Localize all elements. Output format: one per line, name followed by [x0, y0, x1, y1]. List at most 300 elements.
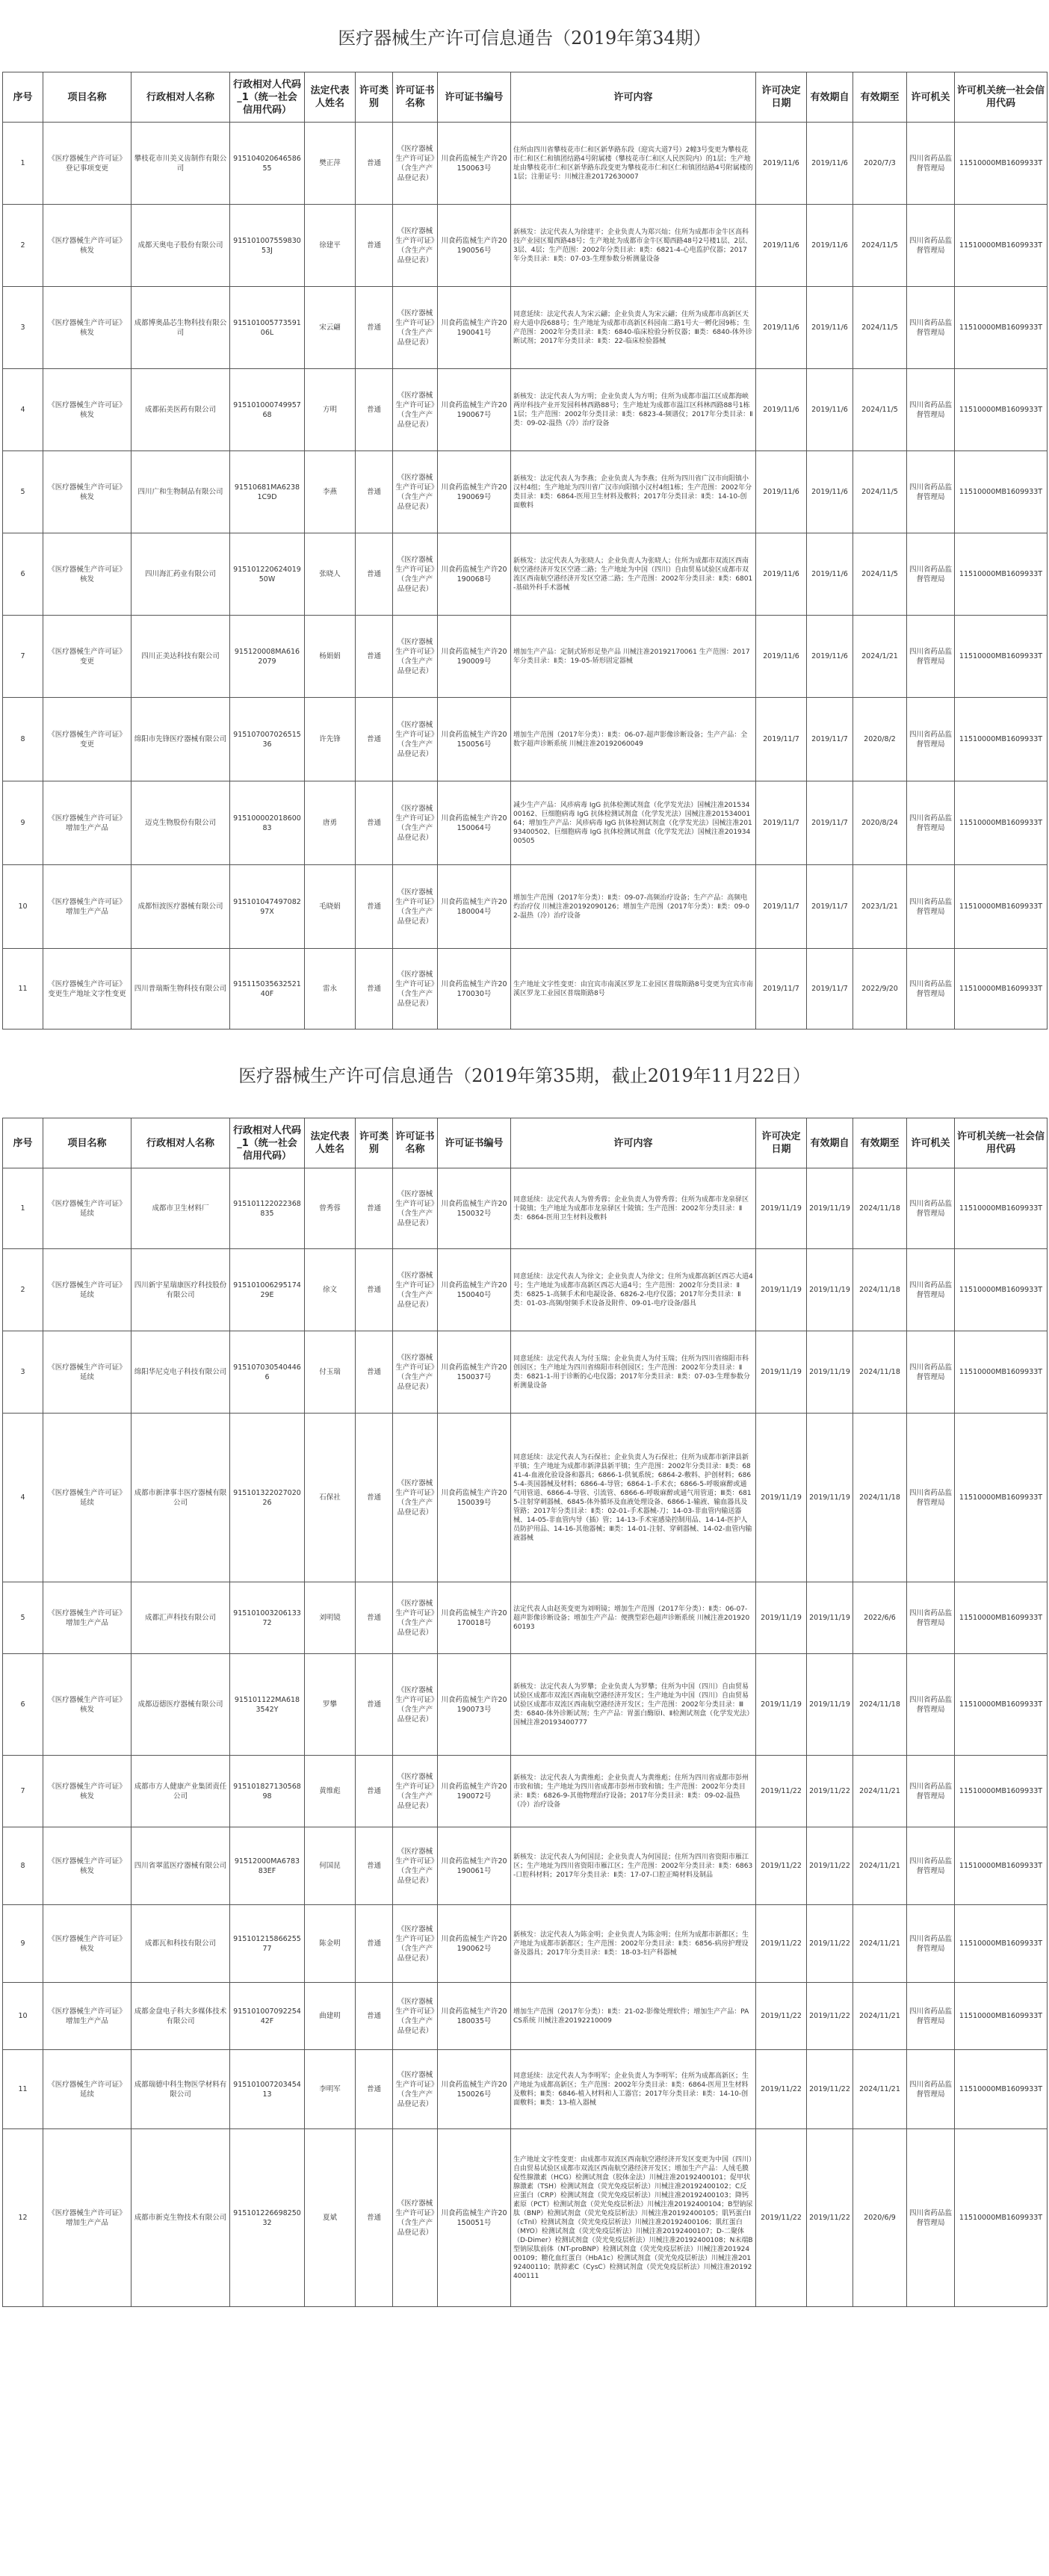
row-number: 6	[3, 533, 43, 616]
license-content: 新核发：法定代表人为李燕；企业负责人为李燕；住所为四川省广汉市向阳镇小汉村4组；生产地址为四川省广汉市向阳镇小汉村4组1栋；生产范围：2002年分类目录：Ⅱ类：6864-医用卫生材料及敷料；2017年分类目录：Ⅱ类：14-10-创面敷料	[511, 451, 756, 533]
decision-date: 2019/11/6	[756, 533, 807, 616]
license-content: 同意延续：法定代表人为李明军；企业负责人为李明军；住所为成都高新区；生产地址为成都高新区；生产范围：2002年分类目录：Ⅱ类：6864-医用卫生材料及敷料；Ⅲ类：6846-植入材料和人工器官；2017年分类目录：Ⅱ类：14-10-创面敷料；Ⅲ类：13-植入器械	[511, 2050, 756, 2129]
project-name: 《医疗器械生产许可证》核发	[43, 451, 131, 533]
license-content: 同意延续：法定代表人为徐文；企业负责人为徐文；住所为成都高新区西芯大道4号；生产地址为成都市高新区西芯大道4号；生产范围：2002年分类目录：Ⅱ类：6825-1-高频手术和电凝设备、6826-2-电疗仪器；2017年分类目录：Ⅱ类：01-03-高频/射频手术设备及附件、09-01-电疗设备/器具	[511, 1249, 756, 1331]
company-name: 绵阳市先锋医疗器械有限公司	[131, 698, 230, 781]
notice-title-34: 医疗器械生产许可信息通告（2019年第34期）	[338, 27, 711, 49]
credit-code: 9151070305404466	[230, 1331, 305, 1414]
authority-code: 11510000MB1609933T	[955, 1168, 1048, 1249]
header-cert-name: 许可证书名称	[393, 1118, 438, 1168]
cert-number: 川食药监械生产许20190068号	[438, 533, 511, 616]
authority: 四川省药品监督管理局	[907, 1249, 955, 1331]
cert-name: 《医疗器械生产许可证》（含生产产品登记表）	[393, 1168, 438, 1249]
table-row	[3, 616, 1048, 698]
authority-code: 11510000MB1609933T	[955, 949, 1048, 1030]
authority-code: 11510000MB1609933T	[955, 1654, 1048, 1756]
valid-to: 2024/11/21	[853, 1756, 907, 1827]
valid-to: 2024/11/18	[853, 1654, 907, 1756]
cert-name: 《医疗器械生产许可证》（含生产产品登记表）	[393, 616, 438, 698]
project-name: 《医疗器械生产许可证》增加生产产品	[43, 2129, 131, 2307]
valid-from: 2019/11/7	[807, 781, 853, 865]
project-name: 《医疗器械生产许可证》核发	[43, 1905, 131, 1983]
authority: 四川省药品监督管理局	[907, 369, 955, 451]
header-project-name: 项目名称	[43, 1118, 131, 1168]
header-cert-number: 许可证书编号	[438, 72, 511, 123]
cert-number: 川食药监械生产许20180035号	[438, 1983, 511, 2050]
valid-to: 2024/11/5	[853, 369, 907, 451]
license-content: 同意延续：法定代表人为宋云翩；企业负责人为宋云翩；住所为成都市高新区天府大道中段688号；生产地址为成都市高新区科园南二路1号大一孵化园9栋；生产范围：2002年分类目录：Ⅱ类：6840-临床检验分析仪器；Ⅲ类：6840-体外诊断试剂；2017年分类目录：Ⅱ类：22-临床检验器械	[511, 287, 756, 369]
license-content: 增加生产产品：定制式矫形足垫产品 川械注准20192170061 生产范围：2017年分类目录：Ⅱ类：19-05-矫形固定器械	[511, 616, 756, 698]
company-name: 四川普瑞斯生物科技有限公司	[131, 949, 230, 1030]
authority: 四川省药品监督管理局	[907, 533, 955, 616]
decision-date: 2019/11/19	[756, 1249, 807, 1331]
license-category: 普通	[356, 369, 393, 451]
authority-code: 11510000MB1609933T	[955, 1414, 1048, 1582]
cert-number: 川食药监械生产许20180004号	[438, 865, 511, 949]
credit-code: 91510000201860083	[230, 781, 305, 865]
company-name: 四川省翠蓝医疗器械有限公司	[131, 1827, 230, 1905]
row-number: 12	[3, 2129, 43, 2307]
legal-rep: 曾秀蓉	[305, 1168, 356, 1249]
authority: 四川省药品监督管理局	[907, 1168, 955, 1249]
valid-to: 2024/1/21	[853, 616, 907, 698]
cert-name: 《医疗器械生产许可证》（含生产产品登记表）	[393, 781, 438, 865]
cert-name: 《医疗器械生产许可证》（含生产产品登记表）	[393, 369, 438, 451]
project-name: 《医疗器械生产许可证》登记事项变更	[43, 123, 131, 205]
header-valid-from: 有效期自	[807, 72, 853, 123]
decision-date: 2019/11/6	[756, 616, 807, 698]
legal-rep: 刘明镜	[305, 1582, 356, 1654]
authority-code: 11510000MB1609933T	[955, 1331, 1048, 1414]
authority: 四川省药品监督管理局	[907, 616, 955, 698]
cert-number: 川食药监械生产许20150064号	[438, 781, 511, 865]
legal-rep: 徐文	[305, 1249, 356, 1331]
header-company-name: 行政相对人名称	[131, 72, 230, 123]
legal-rep: 唐勇	[305, 781, 356, 865]
cert-number: 川食药监械生产许20150026号	[438, 2050, 511, 2129]
row-number: 6	[3, 1654, 43, 1756]
authority: 四川省药品监督管理局	[907, 698, 955, 781]
authority: 四川省药品监督管理局	[907, 451, 955, 533]
company-name: 成都天奥电子股份有限公司	[131, 205, 230, 287]
authority-code: 11510000MB1609933T	[955, 1905, 1048, 1983]
header-row	[3, 72, 1048, 123]
cert-name: 《医疗器械生产许可证》（含生产产品登记表）	[393, 865, 438, 949]
cert-name: 《医疗器械生产许可证》（含生产产品登记表）	[393, 533, 438, 616]
decision-date: 2019/11/6	[756, 205, 807, 287]
cert-name: 《医疗器械生产许可证》（含生产产品登记表）	[393, 1983, 438, 2050]
valid-to: 2024/11/18	[853, 1168, 907, 1249]
header-legal-rep: 法定代表人姓名	[305, 1118, 356, 1168]
credit-code: 91510100709225442F	[230, 1983, 305, 2050]
credit-code: 915101122022368835	[230, 1168, 305, 1249]
valid-to: 2024/11/5	[853, 287, 907, 369]
cert-number: 川食药监械生产许20190041号	[438, 287, 511, 369]
authority: 四川省药品监督管理局	[907, 781, 955, 865]
license-category: 普通	[356, 2129, 393, 2307]
valid-from: 2019/11/22	[807, 1983, 853, 2050]
authority: 四川省药品监督管理局	[907, 1827, 955, 1905]
license-content: 同意延续：法定代表人为石保社；企业负责人为石保社；住所为成都市新津县新平镇；生产地址为成都市新津县新平镇；生产范围：2002年分类目录：Ⅱ类：6841-4-血液化验设备和器具；6866-1-供氧系统；6864-2-敷料、护创材料；6865-4-英国器械及材料；6866-4-导管；6864-1-手术衣；6866-5-呼吸麻醉或通气用管道、6866-4-导管、引流管、6866-6-呼吸麻醉或通气用管道；Ⅲ类：6815-注射穿刺器械、6845-体外循环及血液处理设备、6866-1-输液、输血器具及管路；2017年分类目录：Ⅱ类：02-01-手术器械-刀；14-03-非血管内输送器械、14-05-非血管内导（插）管；14-13-手术室感染控制用品、14-14-医护人员防护用品、14-16-其他器械；Ⅲ类：14-01-注射、穿刺器械、14-02-血管内输液器械	[511, 1414, 756, 1582]
cert-name: 《医疗器械生产许可证》（含生产产品登记表）	[393, 123, 438, 205]
legal-rep: 夏斌	[305, 2129, 356, 2307]
project-name: 《医疗器械生产许可证》增加生产产品	[43, 781, 131, 865]
license-category: 普通	[356, 1827, 393, 1905]
cert-number: 川食药监械生产许20150063号	[438, 123, 511, 205]
authority-code: 11510000MB1609933T	[955, 451, 1048, 533]
decision-date: 2019/11/7	[756, 949, 807, 1030]
table-row	[3, 369, 1048, 451]
decision-date: 2019/11/19	[756, 1168, 807, 1249]
valid-from: 2019/11/7	[807, 698, 853, 781]
license-content: 新核发：法定代表人为徐建平；企业负责人为郑兴灿；住所为成都市金牛区高科技产业园区蜀西路48号；生产地址为成都市金牛区蜀西路48号2号楼1层、2层、3层、4层；生产范围：2002年分类目录：Ⅱ类：6821-4-心电监护仪器；2017年分类目录：Ⅱ类：07-03-生理参数分析测量设备	[511, 205, 756, 287]
legal-rep: 李燕	[305, 451, 356, 533]
project-name: 《医疗器械生产许可证》延续	[43, 1331, 131, 1414]
cert-name: 《医疗器械生产许可证》（含生产产品登记表）	[393, 451, 438, 533]
table-row	[3, 1654, 1048, 1756]
row-number: 7	[3, 1756, 43, 1827]
authority-code: 11510000MB1609933T	[955, 369, 1048, 451]
license-category: 普通	[356, 1905, 393, 1983]
credit-code: 91510100629517429E	[230, 1249, 305, 1331]
legal-rep: 雷永	[305, 949, 356, 1030]
section-34	[0, 0, 1049, 1030]
decision-date: 2019/11/22	[756, 1983, 807, 2050]
section-35	[0, 1030, 1049, 2307]
project-name: 《医疗器械生产许可证》延续	[43, 1414, 131, 1582]
row-number: 9	[3, 1905, 43, 1983]
cert-name: 《医疗器械生产许可证》（含生产产品登记表）	[393, 1654, 438, 1756]
cert-number: 川食药监械生产许20190072号	[438, 1756, 511, 1827]
credit-code: 91510100320613372	[230, 1582, 305, 1654]
license-category: 普通	[356, 1756, 393, 1827]
row-number: 1	[3, 123, 43, 205]
company-name: 绵阳华尼克电子科技有限公司	[131, 1331, 230, 1414]
authority-code: 11510000MB1609933T	[955, 533, 1048, 616]
header-credit-code: 行政相对人代码_1（统一社会信用代码）	[230, 72, 305, 123]
row-number: 2	[3, 205, 43, 287]
header-valid-to: 有效期至	[853, 1118, 907, 1168]
license-content: 生产地址文字性变更：由成都市双流区西南航空港经济开发区变更为中国（四川）自由贸易试验区成都市双流区西南航空港经济开发区；增加生产产品：人绒毛膜促性腺激素（HCG）检测试剂盒（胶体金法）川械注准20192400101；促甲状腺激素（TSH）检测试剂盒（荧光免疫层析法）川械注准20192400102；C反应蛋白（CRP）检测试剂盒（荧光免疫层析法）川械注准20192400103；降钙素原（PCT）检测试剂盒（荧光免疫层析法）川械注准20192400104；B型钠尿肽（BNP）检测试剂盒（荧光免疫层析法）川械注准20192400105；肌钙蛋白I（cTnI）检测试剂盒（荧光免疫层析法）川械注准20192400106；肌红蛋白（MYO）检测试剂盒（荧光免疫层析法）川械注准20192400107；D-二聚体（D-Dimer）检测试剂盒（荧光免疫层析法）川械注准20192400108；N末端B型钠尿肽前体（NT-proBNP）检测试剂盒（荧光免疫层析法）川械注准20192400109；糖化血红蛋白（HbA1c）检测试剂盒（荧光免疫层析法）川械注准20192400110；胱抑素C（CysC）检测试剂盒（荧光免疫层析法）川械注准20192400111	[511, 2129, 756, 2307]
cert-number: 川食药监械生产许20190061号	[438, 1827, 511, 1905]
cert-number: 川食药监械生产许20190056号	[438, 205, 511, 287]
company-name: 成都瑞德中科生物医学材料有限公司	[131, 2050, 230, 2129]
project-name: 《医疗器械生产许可证》延续	[43, 1168, 131, 1249]
table-row	[3, 1905, 1048, 1983]
table-row	[3, 1582, 1048, 1654]
decision-date: 2019/11/22	[756, 1827, 807, 1905]
decision-date: 2019/11/19	[756, 1654, 807, 1756]
header-credit-code: 行政相对人代码_1（统一社会信用代码）	[230, 1118, 305, 1168]
legal-rep: 杨娟娟	[305, 616, 356, 698]
valid-from: 2019/11/19	[807, 1249, 853, 1331]
authority-code: 11510000MB1609933T	[955, 616, 1048, 698]
credit-code: 91511503563252140F	[230, 949, 305, 1030]
credit-code: 915101122MA6183542Y	[230, 1654, 305, 1756]
company-name: 攀枝花市川美义齿制作有限公司	[131, 123, 230, 205]
header-valid-from: 有效期自	[807, 1118, 853, 1168]
row-number: 2	[3, 1249, 43, 1331]
authority-code: 11510000MB1609933T	[955, 781, 1048, 865]
valid-from: 2019/11/6	[807, 369, 853, 451]
authority: 四川省药品监督管理局	[907, 2050, 955, 2129]
valid-to: 2020/6/9	[853, 2129, 907, 2307]
cert-number: 川食药监械生产许20190009号	[438, 616, 511, 698]
cert-number: 川食药监械生产许20150032号	[438, 1168, 511, 1249]
legal-rep: 张晓人	[305, 533, 356, 616]
notice-title-35: 医疗器械生产许可信息通告（2019年第35期，截止2019年11月22日）	[238, 1065, 811, 1086]
valid-from: 2019/11/6	[807, 451, 853, 533]
decision-date: 2019/11/22	[756, 1756, 807, 1827]
credit-code: 91510100720345413	[230, 2050, 305, 2129]
row-number: 9	[3, 781, 43, 865]
authority-code: 11510000MB1609933T	[955, 698, 1048, 781]
header-row-number: 序号	[3, 1118, 43, 1168]
authority-code: 11510000MB1609933T	[955, 205, 1048, 287]
credit-code: 91510182713056898	[230, 1756, 305, 1827]
project-name: 《医疗器械生产许可证》增加生产产品	[43, 865, 131, 949]
table-row	[3, 1983, 1048, 2050]
legal-rep: 何国昆	[305, 1827, 356, 1905]
company-name: 迈克生物股份有限公司	[131, 781, 230, 865]
project-name: 《医疗器械生产许可证》延续	[43, 1249, 131, 1331]
valid-to: 2024/11/21	[853, 1827, 907, 1905]
authority-code: 11510000MB1609933T	[955, 1827, 1048, 1905]
header-license-category: 许可类别	[356, 72, 393, 123]
table-row	[3, 1827, 1048, 1905]
decision-date: 2019/11/6	[756, 451, 807, 533]
authority: 四川省药品监督管理局	[907, 2129, 955, 2307]
cert-number: 川食药监械生产许20150051号	[438, 2129, 511, 2307]
credit-code: 91510121586625577	[230, 1905, 305, 1983]
license-category: 普通	[356, 1582, 393, 1654]
legal-rep: 李明军	[305, 2050, 356, 2129]
project-name: 《医疗器械生产许可证》核发	[43, 533, 131, 616]
project-name: 《医疗器械生产许可证》变更生产地址文字性变更	[43, 949, 131, 1030]
license-content: 同意延续：法定代表人为付玉瑞；企业负责人为付玉瑞；住所为四川省绵阳市科创园区；生产地址为四川省绵阳市科创园区；生产范围：2002年分类目录：Ⅱ类：6821-1-用于诊断的心电仪器；2017年分类目录：Ⅱ类：07-03-生理参数分析测量设备	[511, 1331, 756, 1414]
authority-code: 11510000MB1609933T	[955, 1582, 1048, 1654]
cert-name: 《医疗器械生产许可证》（含生产产品登记表）	[393, 1905, 438, 1983]
company-name: 成都市方人健康产业集团责任公司	[131, 1756, 230, 1827]
company-name: 四川海汇药业有限公司	[131, 533, 230, 616]
license-content: 同意延续：法定代表人为曾秀蓉；企业负责人为曾秀蓉；住所为成都市龙泉驿区十陵镇；生产地址为成都市龙泉驿区十陵镇；生产范围：2002年分类目录：Ⅱ类：6864-医用卫生材料及敷料	[511, 1168, 756, 1249]
project-name: 《医疗器械生产许可证》增加生产产品	[43, 1983, 131, 2050]
decision-date: 2019/11/19	[756, 1582, 807, 1654]
company-name: 成都市卫生材料厂	[131, 1168, 230, 1249]
valid-from: 2019/11/22	[807, 1905, 853, 1983]
cert-number: 川食药监械生产许20150056号	[438, 698, 511, 781]
row-number: 11	[3, 949, 43, 1030]
legal-rep: 黄维彪	[305, 1756, 356, 1827]
valid-from: 2019/11/22	[807, 2050, 853, 2129]
row-number: 1	[3, 1168, 43, 1249]
license-content: 住所由四川省攀枝花市仁和区新华路东段（迎宾大道7号）2幢3号变更为攀枝花市仁和区仁和镇团结路4号附属楼（攀枝花市仁和区人民医院内）的1层；生产地址由攀枝花市仁和区新华路东段变更为攀枝花市仁和区仁和镇团结路4号附属楼的1层；注册证号：川械注准20172630007	[511, 123, 756, 205]
header-company-name: 行政相对人名称	[131, 1118, 230, 1168]
credit-code: 91510100755983053J	[230, 205, 305, 287]
company-name: 四川正美达科技有限公司	[131, 616, 230, 698]
table-row	[3, 451, 1048, 533]
decision-date: 2019/11/22	[756, 2129, 807, 2307]
table-row	[3, 287, 1048, 369]
company-name: 成都迈德医疗器械有限公司	[131, 1654, 230, 1756]
valid-from: 2019/11/7	[807, 865, 853, 949]
table-row	[3, 1414, 1048, 1582]
table-row	[3, 533, 1048, 616]
credit-code: 91510122062401950W	[230, 533, 305, 616]
license-category: 普通	[356, 865, 393, 949]
table-row	[3, 1756, 1048, 1827]
header-authority-code: 许可机关统一社会信用代码	[955, 72, 1048, 123]
header-license-content: 许可内容	[511, 72, 756, 123]
table-row	[3, 205, 1048, 287]
project-name: 《医疗器械生产许可证》变更	[43, 698, 131, 781]
authority: 四川省药品监督管理局	[907, 1582, 955, 1654]
valid-to: 2024/11/5	[853, 451, 907, 533]
row-number: 5	[3, 1582, 43, 1654]
license-content: 增加生产范围（2017年分类）：Ⅱ类：06-07-超声影像诊断设备；生产产品：全数字超声诊断系统 川械注准20192060049	[511, 698, 756, 781]
license-content: 新核发：法定代表人为何国昆；企业负责人为何国昆；住所为四川省资阳市雁江区；生产地址为四川省资阳市雁江区；生产范围：2002年分类目录：Ⅱ类：6863-口腔科材料；2017年分类目录：Ⅱ类：17-07-口腔正畸材料及制品	[511, 1827, 756, 1905]
cert-number: 川食药监械生产许20170030号	[438, 949, 511, 1030]
authority-code: 11510000MB1609933T	[955, 123, 1048, 205]
cert-name: 《医疗器械生产许可证》（含生产产品登记表）	[393, 1827, 438, 1905]
legal-rep: 罗攀	[305, 1654, 356, 1756]
company-name: 成都拓美医药有限公司	[131, 369, 230, 451]
row-number: 3	[3, 287, 43, 369]
table-row	[3, 1168, 1048, 1249]
license-content: 增加生产范围（2017年分类）：Ⅱ类：09-07-高频治疗设备；生产产品：高频电灼治疗仪 川械注准20192090126；增加生产范围（2017年分类）：Ⅱ类：09-02-温热（冷）治疗设备	[511, 865, 756, 949]
legal-rep: 付玉瑞	[305, 1331, 356, 1414]
table-row	[3, 123, 1048, 205]
decision-date: 2019/11/6	[756, 287, 807, 369]
authority: 四川省药品监督管理局	[907, 123, 955, 205]
decision-date: 2019/11/7	[756, 865, 807, 949]
cert-name: 《医疗器械生产许可证》（含生产产品登记表）	[393, 1249, 438, 1331]
credit-code: 91510402064658655	[230, 123, 305, 205]
legal-rep: 许先锋	[305, 698, 356, 781]
authority: 四川省药品监督管理局	[907, 287, 955, 369]
credit-code: 91510100074995768	[230, 369, 305, 451]
authority-code: 11510000MB1609933T	[955, 287, 1048, 369]
valid-to: 2020/7/3	[853, 123, 907, 205]
project-name: 《医疗器械生产许可证》增加生产产品	[43, 1582, 131, 1654]
row-number: 8	[3, 698, 43, 781]
header-row-number: 序号	[3, 72, 43, 123]
decision-date: 2019/11/19	[756, 1331, 807, 1414]
valid-to: 2024/11/18	[853, 1331, 907, 1414]
valid-from: 2019/11/19	[807, 1414, 853, 1582]
header-authority: 许可机关	[907, 1118, 955, 1168]
decision-date: 2019/11/22	[756, 1905, 807, 1983]
table-row	[3, 2129, 1048, 2307]
cert-name: 《医疗器械生产许可证》（含生产产品登记表）	[393, 1331, 438, 1414]
row-number: 8	[3, 1827, 43, 1905]
header-valid-to: 有效期至	[853, 72, 907, 123]
cert-name: 《医疗器械生产许可证》（含生产产品登记表）	[393, 2050, 438, 2129]
authority: 四川省药品监督管理局	[907, 1756, 955, 1827]
company-name: 成都市新津事丰医疗器械有限公司	[131, 1414, 230, 1582]
license-content: 生产地址文字性变更：由宜宾市南溪区罗龙工业园区普瑞斯路8号变更为宜宾市南溪区罗龙工业园区普瑞斯路8号	[511, 949, 756, 1030]
valid-from: 2019/11/6	[807, 533, 853, 616]
authority-code: 11510000MB1609933T	[955, 2050, 1048, 2129]
license-category: 普通	[356, 781, 393, 865]
project-name: 《医疗器械生产许可证》核发	[43, 1756, 131, 1827]
row-number: 10	[3, 1983, 43, 2050]
cert-number: 川食药监械生产许20190069号	[438, 451, 511, 533]
valid-to: 2024/11/18	[853, 1249, 907, 1331]
license-category: 普通	[356, 616, 393, 698]
credit-code: 91510700702651536	[230, 698, 305, 781]
table-row	[3, 1249, 1048, 1331]
license-category: 普通	[356, 949, 393, 1030]
credit-code: 91510132202702026	[230, 1414, 305, 1582]
license-content: 新核发：法定代表人为黄维彪；企业负责人为黄维彪；住所为四川省成都市彭州市致和镇；生产地址为四川省成都市彭州市致和镇；生产范围：2002年分类目录：Ⅱ类：6826-9-其他物理治疗设备；2017年分类目录：Ⅱ类：09-02-温热（冷）治疗设备	[511, 1756, 756, 1827]
table-row	[3, 781, 1048, 865]
license-content: 新核发：法定代表人为陈金明；企业负责人为陈金明；住所为成都市新都区；生产地址为成都市新都区；生产范围：2002年分类目录：Ⅱ类：6856-病房护理设备及器具；2017年分类目录：Ⅱ类：18-03-妇产科器械	[511, 1905, 756, 1983]
authority: 四川省药品监督管理局	[907, 1905, 955, 1983]
header-license-category: 许可类别	[356, 1118, 393, 1168]
header-authority-code: 许可机关统一社会信用代码	[955, 1118, 1048, 1168]
company-name: 成都金盘电子科大多媒体技术有限公司	[131, 1983, 230, 2050]
cert-name: 《医疗器械生产许可证》（含生产产品登记表）	[393, 698, 438, 781]
table-row	[3, 949, 1048, 1030]
header-license-content: 许可内容	[511, 1118, 756, 1168]
valid-to: 2024/11/5	[853, 533, 907, 616]
cert-number: 川食药监械生产许20190067号	[438, 369, 511, 451]
header-row	[3, 1118, 1048, 1168]
license-content: 减少生产产品：风疹病毒 IgG 抗体检测试剂盒（化学发光法）国械注准20153400162、巨细胞病毒 IgG 抗体检测试剂盒（化学发光法）国械注准20153400164；增加生产产品：风疹病毒 IgG 抗体检测试剂盒（化学发光法）国械注准20193400502、巨细胞病毒 IgG 抗体检测试剂盒（化学发光法）国械注准20193400505	[511, 781, 756, 865]
table-row	[3, 698, 1048, 781]
table-row	[3, 2050, 1048, 2129]
valid-to: 2024/11/21	[853, 1905, 907, 1983]
valid-from: 2019/11/22	[807, 2129, 853, 2307]
authority: 四川省药品监督管理局	[907, 949, 955, 1030]
valid-from: 2019/11/6	[807, 287, 853, 369]
license-category: 普通	[356, 1168, 393, 1249]
credit-code: 91510104749708297X	[230, 865, 305, 949]
license-category: 普通	[356, 287, 393, 369]
valid-from: 2019/11/22	[807, 1827, 853, 1905]
row-number: 4	[3, 369, 43, 451]
valid-from: 2019/11/22	[807, 1756, 853, 1827]
valid-from: 2019/11/19	[807, 1331, 853, 1414]
header-cert-name: 许可证书名称	[393, 72, 438, 123]
license-category: 普通	[356, 1249, 393, 1331]
cert-name: 《医疗器械生产许可证》（含生产产品登记表）	[393, 1756, 438, 1827]
license-content: 新核发：法定代表人为罗攀；企业负责人为罗攀；住所为中国（四川）自由贸易试验区成都市双流区西南航空港经济开发区；生产地址为中国（四川）自由贸易试验区成都市双流区西南航空港经济开发区；生产范围：2002年分类目录：Ⅲ类：6840-体外诊断试剂；生产产品：胃蛋白酶原Ⅰ、Ⅱ检测试剂盒（化学发光法）国械注准20193400777	[511, 1654, 756, 1756]
decision-date: 2019/11/6	[756, 369, 807, 451]
header-project-name: 项目名称	[43, 72, 131, 123]
header-legal-rep: 法定代表人姓名	[305, 72, 356, 123]
company-name: 成都市新克生物技术有限公司	[131, 2129, 230, 2307]
valid-to: 2023/1/21	[853, 865, 907, 949]
legal-rep: 毛晓娟	[305, 865, 356, 949]
cert-number: 川食药监械生产许20150039号	[438, 1414, 511, 1582]
license-category: 普通	[356, 123, 393, 205]
license-category: 普通	[356, 451, 393, 533]
authority-code: 11510000MB1609933T	[955, 2129, 1048, 2307]
authority-code: 11510000MB1609933T	[955, 1983, 1048, 2050]
license-content: 新核发：法定代表人为方明；企业负责人为方明；住所为成都市温江区成都海峡两岸科技产业开发园科林西路88号；生产地址为成都市温江区科林西路88号1栋1层；生产范围：2002年分类目录：Ⅱ类：6823-4-频谱仪；2017年分类目录：Ⅱ类：09-02-温热（冷）治疗设备	[511, 369, 756, 451]
project-name: 《医疗器械生产许可证》核发	[43, 287, 131, 369]
license-category: 普通	[356, 2050, 393, 2129]
header-decision-date: 许可决定日期	[756, 1118, 807, 1168]
cert-number: 川食药监械生产许20150037号	[438, 1331, 511, 1414]
license-content: 新核发：法定代表人为张晓人；企业负责人为张晓人；住所为成都市双流区西南航空港经济开发区空港二路；生产地址为中国（四川）自由贸易试验区成都市双流区西南航空港经济开发区空港二路；生产范围：2002年分类目录：Ⅱ类：6801-基础外科手术器械	[511, 533, 756, 616]
table-row	[3, 865, 1048, 949]
valid-from: 2019/11/6	[807, 205, 853, 287]
cert-number: 川食药监械生产许20150040号	[438, 1249, 511, 1331]
cert-number: 川食药监械生产许20190062号	[438, 1905, 511, 1983]
